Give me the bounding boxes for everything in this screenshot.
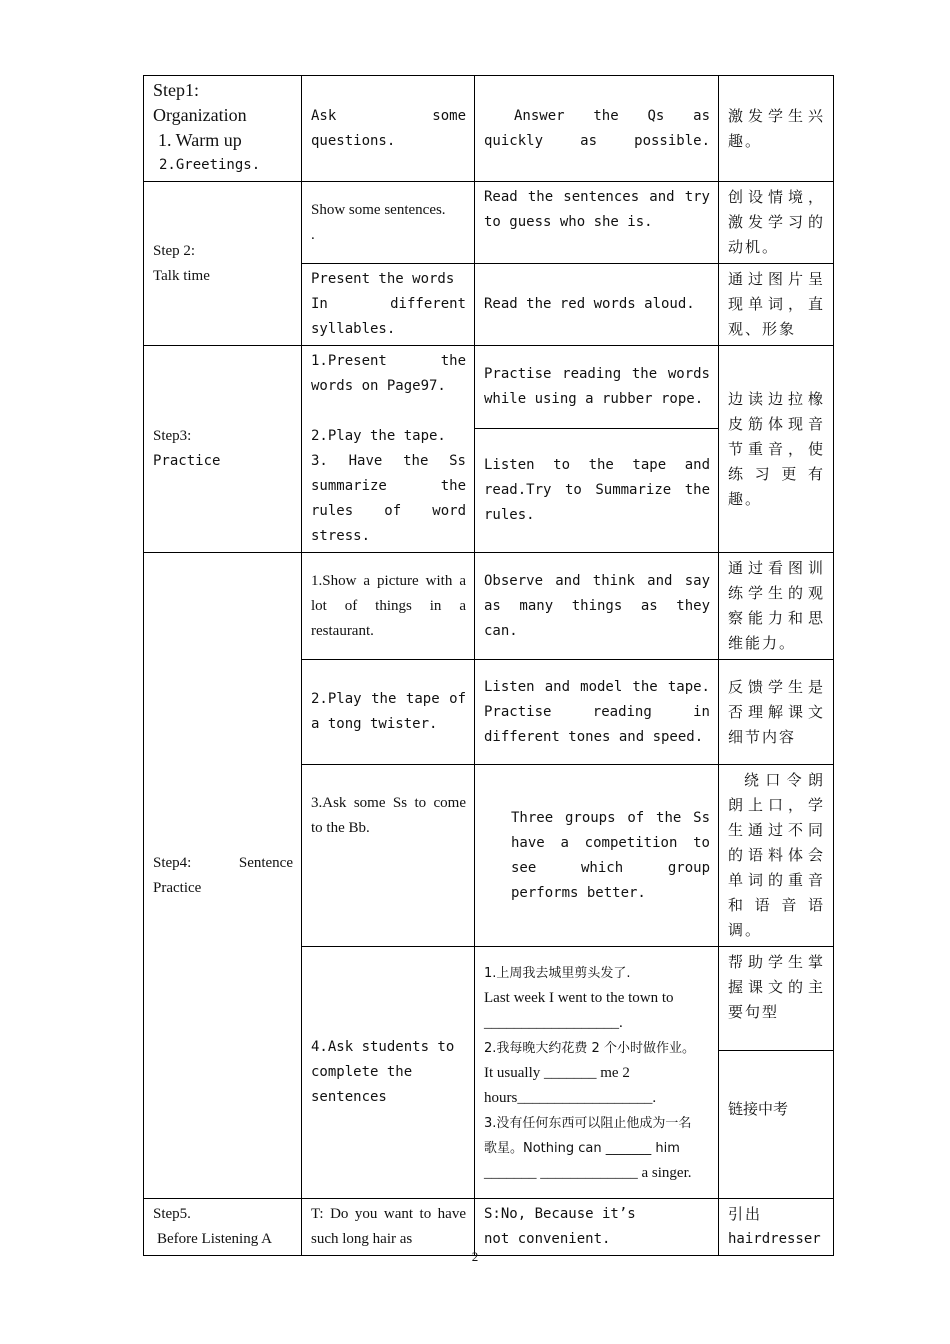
step4-student-b-cell: Listen and model the tape. Practise reading in different tones and speed. <box>475 660 719 765</box>
step4-purpose-d-cell <box>719 947 834 1199</box>
step4-purpose-d1: 帮助学生掌握课文的主要句型 <box>719 947 833 1051</box>
step5-student-2: not convenient. <box>484 1231 611 1247</box>
step4-title: Step4: Sentence Practice <box>153 854 293 896</box>
step4-student-a-cell: Observe and think and say as many things as they can. <box>475 553 719 660</box>
step2-teacher-b-2: In different <box>311 296 466 312</box>
table-row-step4a <box>144 553 834 660</box>
table-row-step2a <box>144 182 834 264</box>
step2-teacher-a: Show some sentences. <box>311 201 446 218</box>
step5-teacher-cell: T: Do you want to have such long hair as <box>302 1199 475 1256</box>
step5-cell <box>144 1199 302 1256</box>
step3-teacher-spacer <box>311 399 466 424</box>
step2-teacher-a-cell <box>302 182 475 264</box>
step1-subtitle: Organization <box>153 105 247 125</box>
step4-purpose-b-cell: 反馈学生是否理解课文细节内容 <box>719 660 834 765</box>
step3-teacher-2: 2.Play the tape. <box>311 428 446 444</box>
step1-teacher-cell: Ask some questions. <box>302 76 475 182</box>
step2-title: Step 2: <box>153 242 196 259</box>
step5-purpose-cell <box>719 1199 834 1256</box>
step2-student-a-cell: Read the sentences and try to guess who she is. <box>475 182 719 264</box>
step2-teacher-b-cell <box>302 264 475 346</box>
step4-teacher-b-cell: 2.Play the tape of a tong twister. <box>302 660 475 765</box>
step2-purpose-a-cell: 创设情境，激发学习的动机。 <box>719 182 834 264</box>
step2-purpose-b-cell: 通过图片呈现单词，直观、形象 <box>719 264 834 346</box>
table-row-step3a <box>144 346 834 429</box>
step2-student-b-cell: Read the red words aloud. <box>475 264 719 346</box>
step3-teacher-cell <box>302 346 475 553</box>
step4-student-d-cell <box>475 947 719 1199</box>
step4-cell <box>144 553 302 1199</box>
step2-teacher-a-dot: . <box>311 226 315 243</box>
table-row-step1 <box>144 76 834 182</box>
step3-purpose-cell: 边读边拉橡皮筋体现音节重音，使练习更有趣。 <box>719 346 834 553</box>
table-row-step5 <box>144 1199 834 1256</box>
step2-teacher-b-1: Present the words <box>311 271 455 287</box>
step3-student-a-cell: Practise reading the words while using a rubber rope. <box>475 346 719 429</box>
step2-subtitle: Talk time <box>153 267 210 284</box>
step4-sentence1-en: Last week I went to the town to <box>484 990 674 1006</box>
step3-subtitle: Practice <box>153 453 221 469</box>
step5-student-1: S:No, Because it’s <box>484 1206 636 1222</box>
step2-teacher-b-3: syllables. <box>311 321 396 337</box>
step2-cell <box>144 182 302 346</box>
step1-student-cell: Answer the Qs as quickly as possible. <box>475 76 719 182</box>
step5-student-cell <box>475 1199 719 1256</box>
step4-sentence2-cn: 2.我每晚大约花费 2 个小时做作业。 <box>484 1041 695 1056</box>
step4-sentence1-cn: 1.上周我去城里剪头发了. <box>484 966 631 981</box>
step5-title: Step5. <box>153 1206 191 1222</box>
step5-subtitle: Before Listening A <box>157 1231 272 1247</box>
step3-teacher-1: 1.Present the words on Page97. <box>311 353 466 394</box>
step4-sentence3-en: 歌星。Nothing can _______ him <box>484 1141 680 1156</box>
step3-cell <box>144 346 302 553</box>
step1-title: Step1: <box>153 80 200 100</box>
step4-purpose-a-cell: 通过看图训练学生的观察能力和思维能力。 <box>719 553 834 660</box>
step1-greetings: 2.Greetings. <box>159 157 261 173</box>
step1-purpose-cell: 激发学生兴趣。 <box>719 76 834 182</box>
step3-teacher-3: 3. Have the Ss summarize the rules of word stress. <box>311 453 466 544</box>
step4-teacher-c-cell: 3.Ask some Ss to come to the Bb. <box>302 765 475 947</box>
step1-warmup: 1. Warm up <box>158 130 242 150</box>
step1-cell <box>144 76 302 182</box>
page-number: 2 <box>471 1249 479 1264</box>
step4-teacher-d-cell: 4.Ask students to complete the sentences <box>302 947 475 1199</box>
step4-teacher-a-cell: 1.Show a picture with a lot of things in a restaurant. <box>302 553 475 660</box>
step4-sentence2-en: It usually _______ me 2 <box>484 1065 630 1081</box>
step4-sentence3-en2: _______ _____________ a singer. <box>484 1165 692 1181</box>
lesson-plan-table <box>143 75 834 1256</box>
step5-purpose-2: hairdresser <box>728 1231 821 1247</box>
step4-purpose-d2: 链接中考 <box>728 1100 789 1118</box>
step4-sentence1-blank: __________________. <box>484 1015 623 1031</box>
step4-purpose-c-cell: 绕口令朗朗上口，学生通过不同的语料体会单词的重音和语音语调。 <box>719 765 834 947</box>
step4-sentence2-en2: hours__________________. <box>484 1090 657 1106</box>
step5-purpose-1: 引出 <box>728 1205 763 1223</box>
step3-student-b-cell: Listen to the tape and read.Try to Summarize the rules. <box>475 428 719 552</box>
step4-sentence3-cn: 3.没有任何东西可以阻止他成为一名 <box>484 1116 692 1131</box>
step3-title: Step3: <box>153 428 192 444</box>
step4-student-c-cell: Three groups of the Ss have a competition to see which group performs better. <box>475 765 719 947</box>
